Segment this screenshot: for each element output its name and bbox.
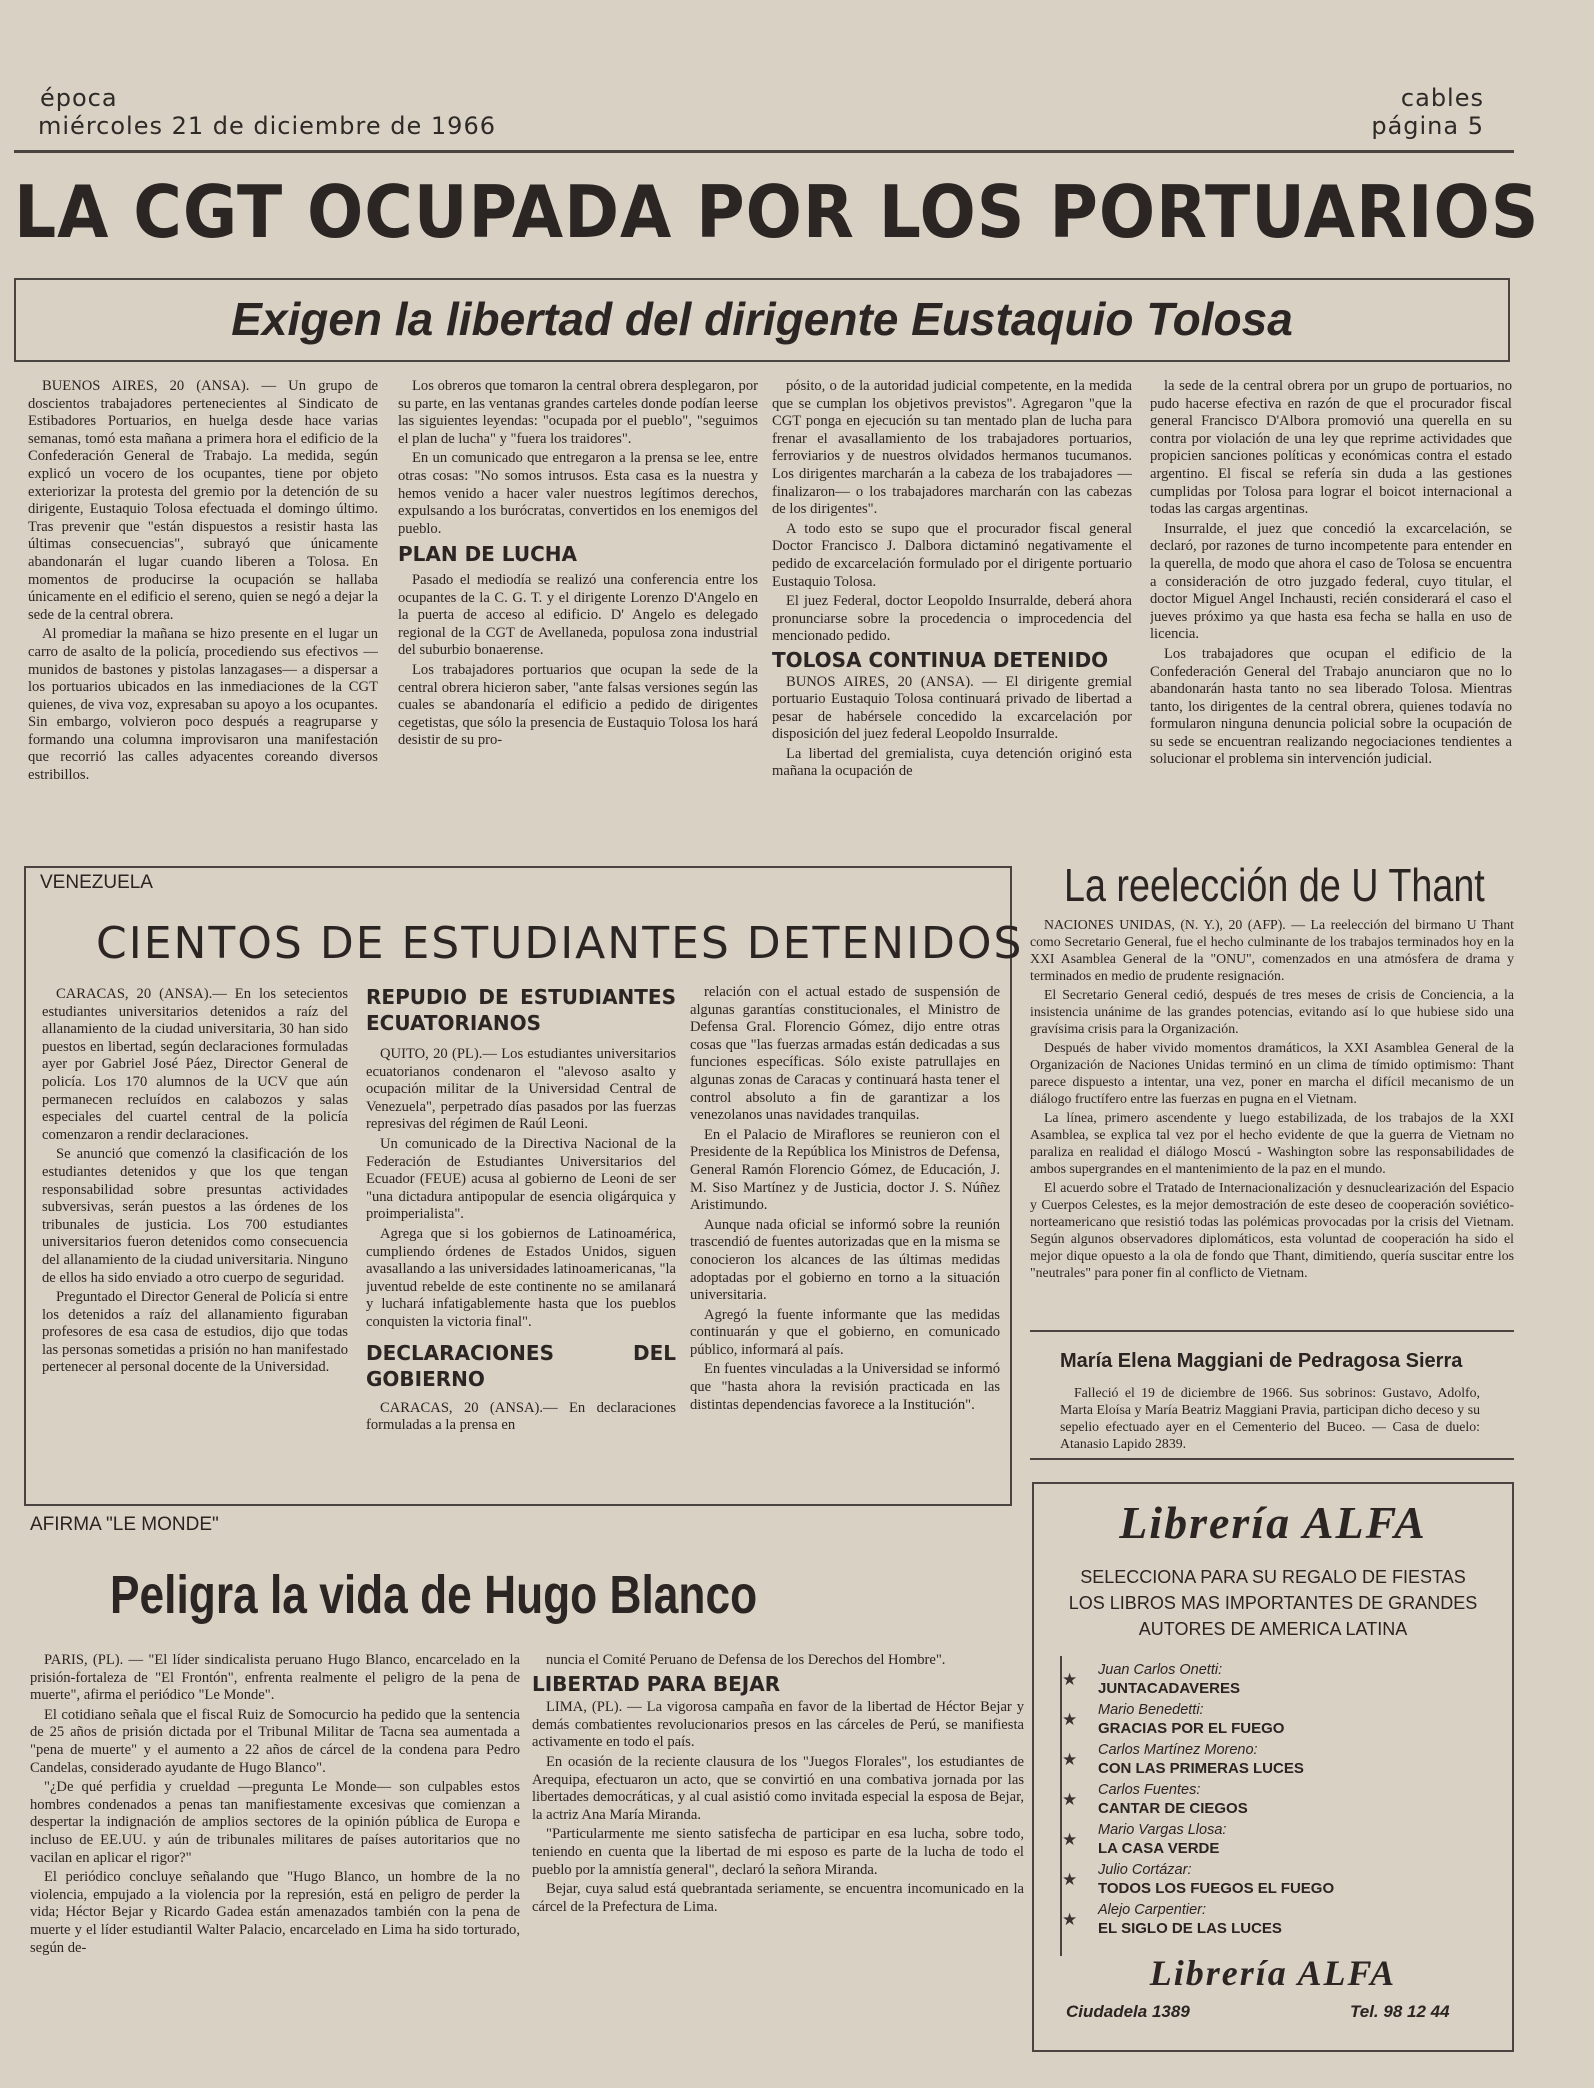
paragraph: El Secretario General cedió, después de tres meses de crisis de Conciencia, a la insistencia unánime de las grandes potencias, evitando así lo que hubiese sido una gravísima crisis para la Organización. — [1030, 987, 1514, 1036]
star-icon: ★ — [1062, 1910, 1078, 1929]
obituary-text — [1060, 1384, 1480, 1454]
thant-body — [1030, 916, 1514, 1318]
paragraph: A todo esto se supo que el procurador fiscal general Doctor Francisco J. Dalbora dictaminó negativamente el pedido de excarcelación formulado por el dirigente portuario Eustaquio Tolosa. — [772, 520, 1132, 590]
star-icon: ★ — [1062, 1710, 1078, 1729]
paragraph: En ocasión de la reciente clausura de los "Juegos Florales", los estudiantes de Arequipa, efectuaron un acto, que se convirtió en una combativa jornada por las libertades democráticas, y al cual asistió como invitada especial la esposa de Bejar, la actriz Ana María Miranda. — [532, 1753, 1024, 1823]
paragraph: En fuentes vinculadas a la Universidad se informó que "hasta ahora la revisión practicada en las distintas dependencias favorece a la Institución". — [690, 1361, 1000, 1413]
ad-phone: Tel. 98 12 44 — [1350, 2002, 1450, 2021]
book-title: EL SIGLO DE LAS LUCES — [1098, 1920, 1282, 1937]
venezuela-col-3 — [690, 984, 1000, 1496]
paragraph: La libertad del gremialista, cuya detención originó esta mañana la ocupación de — [772, 745, 1132, 780]
paragraph: BUNOS AIRES, 20 (ANSA). — El dirigente gremial portuario Eustaquio Tolosa continuará privado de libertad a pesar de habérsele concedido la excarcelación por disposición del juez federal Leopoldo Insurralde. — [772, 673, 1132, 743]
venezuela-col-1 — [42, 986, 348, 1496]
list-item — [1062, 1782, 1482, 1822]
subhead-box — [14, 278, 1510, 362]
section-heading: LIBERTAD PARA BEJAR — [532, 1671, 781, 1696]
main-col-2 — [398, 378, 758, 853]
ad-brand-footer: Librería ALFA — [1149, 1953, 1397, 1993]
section-heading: PLAN DE LUCHA — [398, 542, 577, 567]
paragraph: LIMA, (PL). — La vigorosa campaña en favor de la libertad de Héctor Bejar y demás combatientes revolucionarios presos en las cárceles de Perú, se manifiesta activamente en todo el país. — [532, 1699, 1024, 1751]
subhead: Exigen la libertad del dirigente Eustaquio Tolosa — [231, 293, 1293, 345]
section-heading: TOLOSA CONTINUA DETENIDO — [772, 647, 1109, 672]
paragraph: Pasado el mediodía se realizó una conferencia entre los ocupantes de la C. G. T. y el dirigente Lorenzo D'Angelo en la puerta de acceso al edificio. D' Angelo es delegado regional de la CGT de Avellaneda, populosa zona industrial del suburbio bonaerense. — [398, 571, 758, 659]
paragraph: Agrega que si los gobiernos de Latinoamérica, cumpliendo órdenes de Estados Unidos, siguen avasallando a las universidades latinoamericanas, "la juventud rebelde de este continente no se amilanará y luchará infatigablemente hasta que los pueblos conquisten la victoria final". — [366, 1225, 676, 1330]
paragraph: BUENOS AIRES, 20 (ANSA). — Un grupo de doscientos trabajadores pertenecientes al Sindicato de Estibadores Portuarios, en huelga desde hace varias semanas, tomó esta mañana a primera hora el edificio de la Confederación General de Trabajo. La medida, según explicó un vocero de los ocupantes, tiene por objeto exteriorizar la protesta del gremio por la detención de su dirigente, Eustaquio Tolosa efectuada el domingo último. Tras prevenir que "están dispuestos a resistir hasta las últimas consecuencias", subrayó que únicamente abandonarán el lugar cuando liberen a Tolosa. En momentos de producirse la ocupación se hallaba únicamente en el edificio el sereno, quien se negó a dejar la sede de la central obrera. — [28, 378, 378, 623]
obituary-name: María Elena Maggiani de Pedragosa Sierra — [1060, 1350, 1463, 1372]
blanco-col-2 — [532, 1652, 1024, 2050]
list-item — [1062, 1662, 1482, 1702]
book-title: LA CASA VERDE — [1098, 1840, 1220, 1857]
book-author: Carlos Fuentes: — [1098, 1782, 1201, 1798]
book-title: CANTAR DE CIEGOS — [1098, 1800, 1248, 1817]
book-author: Mario Benedetti: — [1098, 1702, 1204, 1718]
page-number: página 5 — [1371, 112, 1484, 140]
paragraph: En un comunicado que entregaron a la prensa se lee, entre otras cosas: "No somos intrusos. Esta casa es la nuestra y hemos venido a hacer valer nuestros legítimos derechos, expulsando a los burócratas, convertidos en los enemigos del pueblo. — [398, 450, 758, 537]
main-col-3 — [772, 378, 1132, 853]
section-heading: REPUDIO DE ESTUDIANTES ECUATORIANOS — [366, 985, 676, 1035]
issue-date: miércoles 21 de diciembre de 1966 — [38, 112, 496, 140]
ad-tagline-line: SELECCIONA PARA SU REGALO DE FIESTAS — [1080, 1567, 1466, 1587]
book-title: TODOS LOS FUEGOS EL FUEGO — [1098, 1880, 1335, 1897]
list-item — [1062, 1822, 1482, 1862]
venezuela-col-2 — [366, 984, 676, 1496]
paragraph: CARACAS, 20 (ANSA).— En declaraciones formuladas a la prensa en — [366, 1399, 676, 1434]
venezuela-kicker: VENEZUELA — [40, 872, 153, 893]
ad-brand: Librería ALFA — [1119, 1497, 1427, 1548]
paragraph: Se anunció que comenzó la clasificación de los estudiantes detenidos y que los que tengan responsabilidad sobre presuntas actividades subversivas, serán puestos a las órdenes de los tribunales de justicia. Los 700 estudiantes universitarios fueron detenidos como consecuencia del allanamiento de la ciudad universitaria. Ninguno de ellos ha sido enviado a otro cuerpo de seguridad. — [42, 1146, 348, 1286]
star-icon: ★ — [1062, 1870, 1078, 1889]
blanco-headline: Peligra la vida de Hugo Blanco — [110, 1565, 758, 1625]
paragraph: El periódico concluye señalando que "Hugo Blanco, un hombre de la no violencia, empujado a la violencia por la represión, está en peligro de perder la vida; Héctor Bejar y Ricardo Gadea están amenazados también con la pena de muerte y el líder estudiantil Walter Palacio, encarcelado en Lima ha sido torturado, según de- — [30, 1869, 520, 1956]
book-title: JUNTACADAVERES — [1098, 1680, 1240, 1697]
paragraph: Aunque nada oficial se informó sobre la reunión trascendió de fuentes autorizadas que en la misma se conocieron los alcances de las últimas medidas adoptadas por el gobierno en torno a la situación universitaria. — [690, 1216, 1000, 1304]
paragraph: En el Palacio de Miraflores se reunieron con el Presidente de la República los Ministros de Defensa, General Ramón Florencio Gómez, de Educación, J. M. Siso Martínez y de Justicia, doctor J. S. Núñez Aristimundo. — [690, 1126, 1000, 1214]
thant-headline: La reelección de U Thant — [1064, 859, 1485, 911]
paragraph: pósito, o de la autoridad judicial competente, en la medida que se cumplan los objetivos previstos". Agregaron "que la CGT ponga en ejecución su tan mentado plan de lucha para frenar el avasallamiento de los trabajadores portuarios, ferroviarios y de nuestros olvidados hermanos tucumanos. Los dirigentes marcharán a la cabeza de los trabajadores —finalizaron— o los trabajadores marcharán con las cabezas de los dirigentes". — [772, 378, 1132, 518]
paragraph: Los obreros que tomaron la central obrera desplegaron, por su parte, en las ventanas grandes carteles donde podían leerse las siguientes leyendas: "ocupada por el pueblo", "seguimos el plan de lucha" y "fuera los traidores". — [398, 378, 758, 447]
paragraph: Los trabajadores portuarios que ocupan la sede de la central obrera hicieron saber, "ante falsas versiones según las cuales se abandonaría el edificio a pedido de dirigentes cegetistas, que sólo la presencia de Eustaquio Tolosa los hará desistir de su pro- — [398, 661, 758, 749]
paragraph: Agregó la fuente informante que las medidas continuarán y que el gobierno, en comunicado público, informará al país. — [690, 1306, 1000, 1358]
paragraph: CARACAS, 20 (ANSA).— En los setecientos estudiantes universitarios detenidos a raíz del allanamiento de la ciudad universitaria, 30 han sido puestos en libertad, según declaraciones formuladas ayer por Gabriel José Páez, Director General de policía. Los 170 alumnos de la UCV que aún permanecen recluídos en calabozos y salas especiales del cuartel central de la policía comenzaron a rendir declaraciones. — [42, 986, 348, 1143]
list-item — [1062, 1742, 1482, 1782]
star-icon: ★ — [1062, 1750, 1078, 1769]
main-col-4 — [1150, 378, 1512, 853]
obituary-rule-bottom — [1030, 1458, 1514, 1460]
paragraph: Insurralde, el juez que concedió la excarcelación, se declaró, por razones de turno incompetente para entender en la querella, de modo que ahora el caso de Tolosa se encuentra a consideración de otro juzgado federal, cuyo titular, el doctor Miguel Angel Inchausti, recién considerará el caso el jueves próximo ya que hasta esa fecha se halla en uso de licencia. — [1150, 520, 1512, 643]
section-label-left: época — [40, 84, 118, 112]
paragraph: Preguntado el Director General de Policía si entre los detenidos a raíz del allanamiento figuraban profesores de esa casa de estudios, dijo que todas las personas sometidas a prisión no han manifestado pertenecer al personal docente de la Universidad. — [42, 1289, 348, 1376]
paragraph: PARIS, (PL). — "El líder sindicalista peruano Hugo Blanco, encarcelado en la prisión-fortaleza de "El Frontón", enfrenta realmente el peligro de la pena de muerte", afirma el periódico "Le Monde". — [30, 1652, 520, 1704]
main-col-1 — [28, 378, 378, 853]
paragraph: Bejar, cuya salud está quebrantada seriamente, se encuentra incomunicado en la cárcel de la Prefectura de Lima. — [532, 1881, 1024, 1915]
book-title: CON LAS PRIMERAS LUCES — [1098, 1760, 1304, 1777]
book-author: Mario Vargas Llosa: — [1098, 1822, 1227, 1838]
masthead-rule — [14, 150, 1514, 153]
paragraph: El juez Federal, doctor Leopoldo Insurralde, deberá ahora pronunciarse sobre la procedencia o improcedencia del mencionado pedido. — [772, 593, 1132, 645]
ad-address: Ciudadela 1389 — [1066, 2002, 1190, 2021]
paragraph: nuncia el Comité Peruano de Defensa de los Derechos del Hombre". — [546, 1652, 946, 1668]
paragraph: Al promediar la mañana se hizo presente en el lugar un carro de asalto de la policía, procediendo sus efectivos —munidos de bastones y pistolas lanzagases— a dispersar a los portuarios ubicados en las inmediaciones de la CGT quienes, de viva voz, expresaban su apoyo a los ocupantes. Sin embargo, volvieron poco después a reagruparse y formando una columna improvisaron una manifestación que recorrió las calles adyacentes coreando diversos estribillos. — [28, 626, 378, 784]
book-author: Julio Cortázar: — [1098, 1862, 1192, 1878]
book-author: Juan Carlos Onetti: — [1098, 1662, 1223, 1678]
paragraph: Falleció el 19 de diciembre de 1966. Sus sobrinos: Gustavo, Adolfo, Marta Eloísa y María Beatriz Maggiani Pravia, participan dicho deceso y su sepelio efectuado ayer en el Cementerio del Buceo. — Casa de duelo: Atanasio Lapido 2839. — [1060, 1385, 1480, 1451]
section-label-right: cables — [1400, 84, 1484, 112]
paragraph: Después de haber vivido momentos dramáticos, la XXI Asamblea General de la Organización de Naciones Unidas terminó en un clima de tímido optimismo: Thant parece dispuesto a intentar, una vez, poner en marcha el difícil mecanismo de un diálogo fructífero entre las fuerzas en pugna en el Vietnam. — [1030, 1040, 1514, 1106]
paragraph: El cotidiano señala que el fiscal Ruiz de Somocurcio ha pedido que la sentencia de 25 años de prisión dictada por el Tribunal Militar de Tacna sea aumentada a "pena de muerte" y el aumento a 22 años de cárcel de la condena para Pedro Candelas, considerado ayudante de Hugo Blanco". — [30, 1706, 520, 1776]
paragraph: QUITO, 20 (PL).— Los estudiantes universitarios ecuatorianos condenaron el "alevoso asalto y ocupación militar de la Universidad Central de Venezuela", perpetrado días pasados por las fuerzas represivas del régimen de Raúl Leoni. — [366, 1046, 676, 1133]
paragraph: La línea, primero ascendente y luego estabilizada, de los trabajos de la XXI Asamblea, se explica tal vez por el hecho evidente de que la guerra de Vietnam no paraliza en realidad el diálogo Moscú - Washington sobre las responsabilidades de ambos supergrandes en el mantenimiento de la paz en el mundo. — [1030, 1110, 1514, 1176]
book-title: GRACIAS POR EL FUEGO — [1098, 1720, 1285, 1737]
paragraph: relación con el actual estado de suspensión de algunas garantías constitucionales, el Ministro de Defensa Gral. Florencio Gómez, dijo entre otras cosas que "las fuerzas armadas están dedicadas a sus funciones específicas. Sólo existe patrullajes en algunas zonas de Caracas y continuará hasta tener el control absoluto a fin de garantizar a los venezolanos unas navidades tranquilas. — [690, 984, 1000, 1124]
paragraph: "Particularmente me siento satisfecha de participar en esa lucha, sobre todo, teniendo en cuenta que la libertad de mi esposo es parte de la lucha de todo el pueblo por la amnistía general", declaró la señora Miranda. — [532, 1826, 1024, 1878]
ad-tagline-line: AUTORES DE AMERICA LATINA — [1138, 1619, 1408, 1639]
ad-book-list — [1062, 1662, 1482, 1942]
star-icon: ★ — [1062, 1830, 1078, 1849]
venezuela-headline: CIENTOS DE ESTUDIANTES DETENIDOS — [96, 918, 1024, 969]
star-icon: ★ — [1062, 1670, 1078, 1689]
paragraph: Un comunicado de la Directiva Nacional de la Federación de Estudiantes Universitarios del Ecuador (FEUE) acusa al gobierno de Leoni de ser "una dictadura antipopular de esencia oligárquica y proimperialista". — [366, 1135, 676, 1223]
paragraph: "¿De qué perfidia y crueldad —pregunta Le Monde— son culpables estos hombres condenados a penas tan manifiestamente excesivas que comienzan a despertar la indignación de amplios sectores de la opinión pública de Europa e incluso de EE.UU. y aún de tribunales militares de países autoritarios que no vacilan en aplicar el rigor?" — [30, 1779, 520, 1866]
paragraph: la sede de la central obrera por un grupo de portuarios, no pudo hacerse efectiva en razón de que el procurador fiscal general Francisco D'Albora promovió una querella en su contra por violación de una ley que reprime actividades que propicien sanciones políticas y económicas contra el estado argentino. El fiscal se refería sin duda a las gestiones cumplidas por Tolosa para lograr el boicot internacional a todas las cargas argentinas. — [1150, 378, 1512, 518]
section-heading: DECLARACIONES DEL GOBIERNO — [366, 1340, 676, 1391]
blanco-kicker: AFIRMA "LE MONDE" — [30, 1514, 219, 1535]
book-author: Alejo Carpentier: — [1098, 1902, 1206, 1918]
list-item — [1062, 1902, 1482, 1942]
ad-tagline-line: LOS LIBROS MAS IMPORTANTES DE GRANDES — [1068, 1593, 1478, 1613]
main-headline: LA CGT OCUPADA POR LOS PORTUARIOS — [14, 170, 1540, 254]
paragraph: El acuerdo sobre el Tratado de Internacionalización y desnuclearización del Espacio y Cuerpos Celestes, es la mejor demostración de este deseo de cooperación soviético-norteamericano que resistió todas las polémicas provocadas por la crisis del Vietnam. Según algunos observadores diplomáticos, esta voluntad de cooperación ha sido el mejor dique opuesto a la ola de fondo que Thant, dimitiendo, quería suscitar entre los "neutrales" para poner fin al conflicto de Vietnam. — [1030, 1180, 1514, 1280]
list-item — [1062, 1702, 1482, 1742]
blanco-col-1 — [30, 1652, 520, 2050]
obituary-rule-top — [1030, 1330, 1514, 1332]
book-author: Carlos Martínez Moreno: — [1098, 1742, 1258, 1758]
ad-tagline — [1032, 1564, 1514, 1642]
star-icon: ★ — [1062, 1790, 1078, 1809]
paragraph: NACIONES UNIDAS, (N. Y.), 20 (AFP). — La reelección del birmano U Thant como Secretario General, fue el hecho culminante de los trabajos terminados hoy en la XXI Asamblea General de la "ONU", comenzados en una atmósfera de drama y terminados en medio de prudente resignación. — [1030, 917, 1514, 983]
paragraph: Los trabajadores que ocupan el edificio de la Confederación General del Trabajo anunciaron que no lo abandonarán hasta tanto no sea liberado Tolosa. Mientras tanto, los dirigentes de la central obrera, quienes todavía no formularon ninguna denuncia policial sobre la ocupación de su sede se encuentran realizando negociaciones tendientes a solucionar el problema sin intervención judicial. — [1150, 645, 1512, 768]
list-item — [1062, 1862, 1482, 1902]
